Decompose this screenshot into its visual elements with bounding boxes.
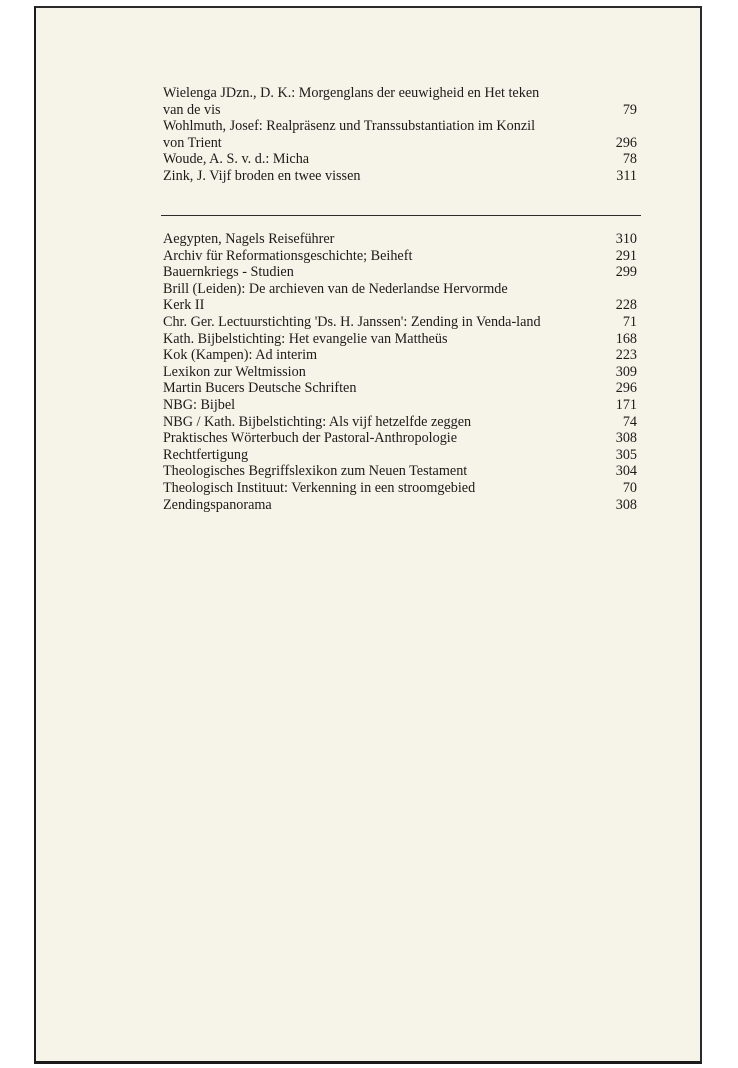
- page-number: 74: [622, 413, 637, 430]
- entry-text: van de vis: [163, 101, 221, 118]
- index-line: [163, 168, 637, 185]
- page-number: 304: [615, 463, 637, 480]
- index-line: [163, 102, 637, 119]
- entry-text: Kath. Bijbelstichting: Het evangelie van Mattheüs: [163, 330, 448, 347]
- index-line: [163, 135, 637, 152]
- page-number: 310: [615, 231, 637, 247]
- page-number: 168: [615, 330, 637, 347]
- index-line: [163, 314, 637, 331]
- index-line: [163, 281, 637, 298]
- index-entry: [163, 151, 637, 168]
- entry-text: Kok (Kampen): Ad interim: [163, 347, 318, 364]
- index-line: [163, 118, 637, 135]
- index-entry: [163, 480, 637, 497]
- page-number: 308: [615, 430, 637, 447]
- section-divider: [161, 215, 641, 216]
- entry-text: Brill (Leiden): De archieven van de Nederlandse Hervormde: [163, 280, 508, 297]
- title-index-list: [163, 231, 637, 513]
- entry-text: Martin Bucers Deutsche Schriften: [163, 380, 357, 397]
- page-number: 305: [615, 446, 637, 463]
- entry-text: Wohlmuth, Josef: Realpräsenz und Transsubstantiation im Konzil: [163, 118, 536, 135]
- index-entry: [163, 248, 637, 265]
- page-number: 311: [616, 167, 637, 184]
- index-line: [163, 497, 637, 514]
- index-entry: [163, 314, 637, 331]
- index-entry: [163, 347, 637, 364]
- index-line: [163, 151, 637, 168]
- entry-text: Aegypten, Nagels Reiseführer: [163, 231, 335, 247]
- page-number: 78: [622, 151, 637, 168]
- entry-text: Praktisches Wörterbuch der Pastoral-Anthropologie: [163, 430, 458, 447]
- index-entry: [163, 397, 637, 414]
- entry-text: Theologisch Instituut: Verkenning in een stroomgebied: [163, 479, 476, 496]
- page-number: 223: [615, 347, 637, 364]
- index-entry: [163, 380, 637, 397]
- index-line: [163, 248, 637, 265]
- page-number: 228: [615, 297, 637, 314]
- entry-text: NBG: Bijbel: [163, 396, 236, 413]
- index-line: [163, 364, 637, 381]
- entry-text: Zink, J. Vijf broden en twee vissen: [163, 167, 361, 184]
- entry-text: Lexikon zur Weltmission: [163, 363, 306, 380]
- entry-text: Rechtfertigung: [163, 446, 249, 463]
- page-number: 291: [615, 247, 637, 264]
- page-number: 309: [615, 363, 637, 380]
- entry-text: Zendingspanorama: [163, 496, 272, 513]
- index-entry: [163, 118, 637, 151]
- index-line: [163, 331, 637, 348]
- entry-text: Kerk II: [163, 297, 205, 314]
- entry-text: Wielenga JDzn., D. K.: Morgenglans der eeuwigheid en Het teken: [163, 85, 540, 101]
- page-number: 71: [622, 313, 637, 330]
- index-entry: [163, 168, 637, 185]
- index-entry: [163, 331, 637, 348]
- page-number: 296: [615, 134, 637, 151]
- index-line: [163, 347, 637, 364]
- index-line: [163, 414, 637, 431]
- page-number: 171: [615, 396, 637, 413]
- index-entry: [163, 231, 637, 248]
- index-line: [163, 397, 637, 414]
- index-entry: [163, 430, 637, 447]
- index-entry: [163, 364, 637, 381]
- index-line: [163, 85, 637, 102]
- page-number: 308: [615, 496, 637, 513]
- index-entry: [163, 447, 637, 464]
- index-line: [163, 480, 637, 497]
- index-line: [163, 264, 637, 281]
- index-entry: [163, 497, 637, 514]
- index-entry: [163, 85, 637, 118]
- index-line: [163, 231, 637, 248]
- page-number: 79: [622, 101, 637, 118]
- index-entry: [163, 264, 637, 281]
- page-number: 299: [615, 264, 637, 281]
- book-page: [34, 6, 702, 1064]
- index-line: [163, 430, 637, 447]
- entry-text: Archiv für Reformationsgeschichte; Beiheft: [163, 247, 413, 264]
- index-line: [163, 297, 637, 314]
- index-line: [163, 447, 637, 464]
- index-entry: [163, 281, 637, 314]
- page-number: 296: [615, 380, 637, 397]
- entry-text: von Trient: [163, 134, 222, 151]
- entry-text: Bauernkriegs - Studien: [163, 264, 294, 281]
- entry-text: Woude, A. S. v. d.: Micha: [163, 151, 310, 168]
- index-entry: [163, 463, 637, 480]
- entry-text: NBG / Kath. Bijbelstichting: Als vijf hetzelfde zeggen: [163, 413, 472, 430]
- entry-text: Theologisches Begriffslexikon zum Neuen Testament: [163, 463, 468, 480]
- entry-text: Chr. Ger. Lectuurstichting 'Ds. H. Janssen': Zending in Venda-land: [163, 313, 541, 330]
- index-entry: [163, 414, 637, 431]
- index-line: [163, 463, 637, 480]
- author-index-list: [163, 85, 637, 185]
- index-line: [163, 380, 637, 397]
- page-number: 70: [622, 479, 637, 496]
